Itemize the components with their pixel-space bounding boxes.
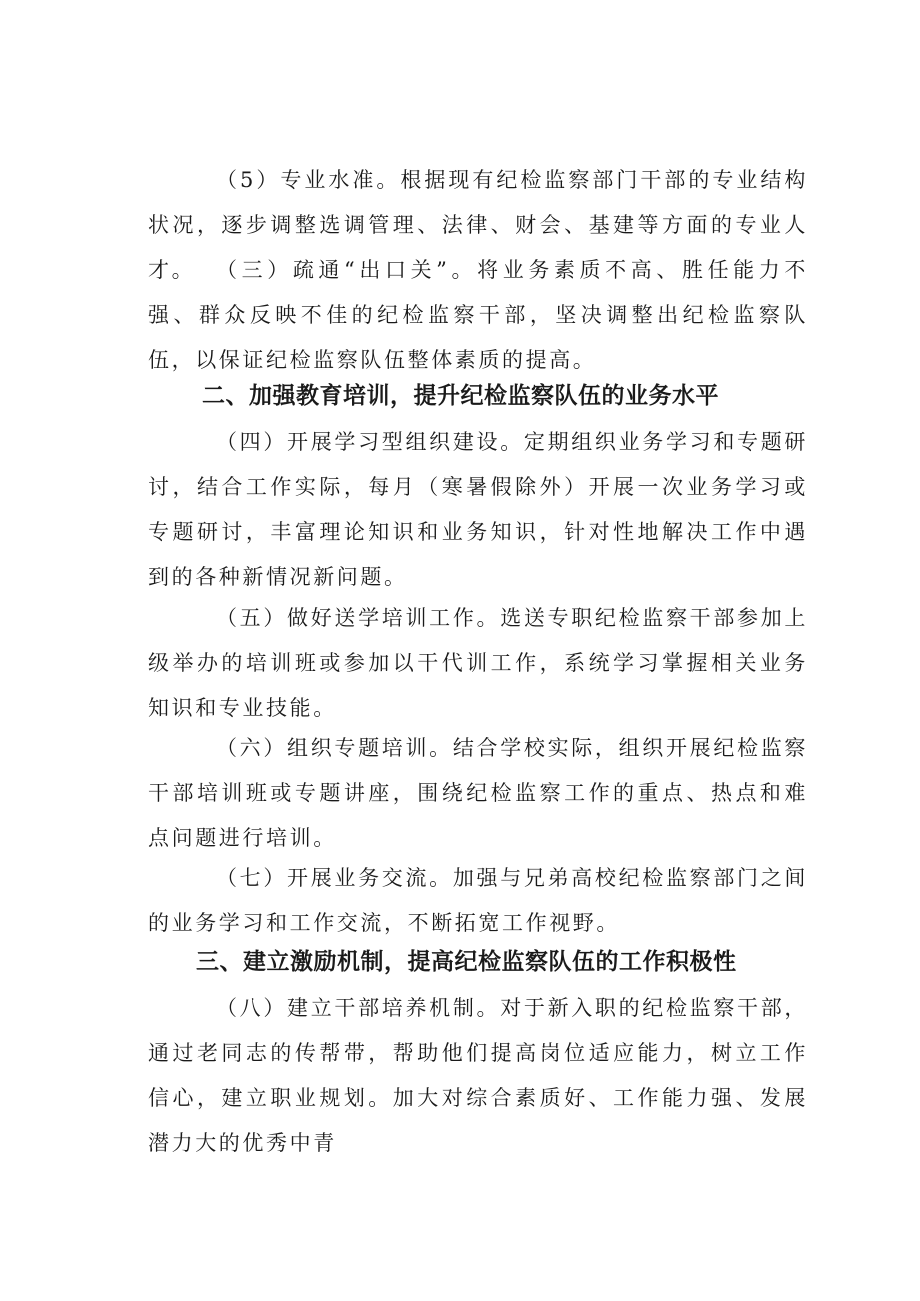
paragraph-external-training: （五）做好送学培训工作。选送专职纪检监察干部参加上级举办的培训班或参加以干代训工作，系统学习掌握相关业务知识和专业技能。 (148, 606, 808, 720)
section-heading-education-training: 二、加强教育培训，提升纪检监察队伍的业务水平 (202, 383, 719, 409)
paragraph-professional-standard: （5）专业水准。根据现有纪检监察部门干部的专业结构状况，逐步调整选调管理、法律、财会、基建等方面的专业人才。 (148, 168, 808, 282)
paragraph-special-training: （六）组织专题培训。结合学校实际，组织开展纪检监察干部培训班或专题讲座，围绕纪检监察工作的重点、热点和难点问题进行培训。 (148, 736, 808, 850)
section-heading-incentive-mechanism: 三、建立激励机制，提高纪检监察队伍的工作积极性 (196, 949, 737, 975)
paragraph-business-exchange: （七）开展业务交流。加强与兄弟高校纪检监察部门之间的业务学习和工作交流，不断拓宽工作视野。 (148, 866, 808, 935)
paragraph-cadre-cultivation: （八）建立干部培养机制。对于新入职的纪检监察干部，通过老同志的传帮带，帮助他们提高岗位适应能力，树立工作信心，建立职业规划。加大对综合素质好、工作能力强、发展潜力大的优秀中青 (148, 996, 808, 1155)
paragraph-exit-gate: （三）疏通“出口关”。将业务素质不高、胜任能力不强、群众反映不佳的纪检监察干部，坚决调整出纪检监察队伍，以保证纪检监察队伍整体素质的提高。 (148, 258, 808, 372)
paragraph-learning-organization: （四）开展学习型组织建设。定期组织业务学习和专题研讨，结合工作实际，每月（寒暑假除外）开展一次业务学习或专题研讨，丰富理论知识和业务知识，针对性地解决工作中遇到的各种新情况新问题。 (148, 430, 808, 589)
